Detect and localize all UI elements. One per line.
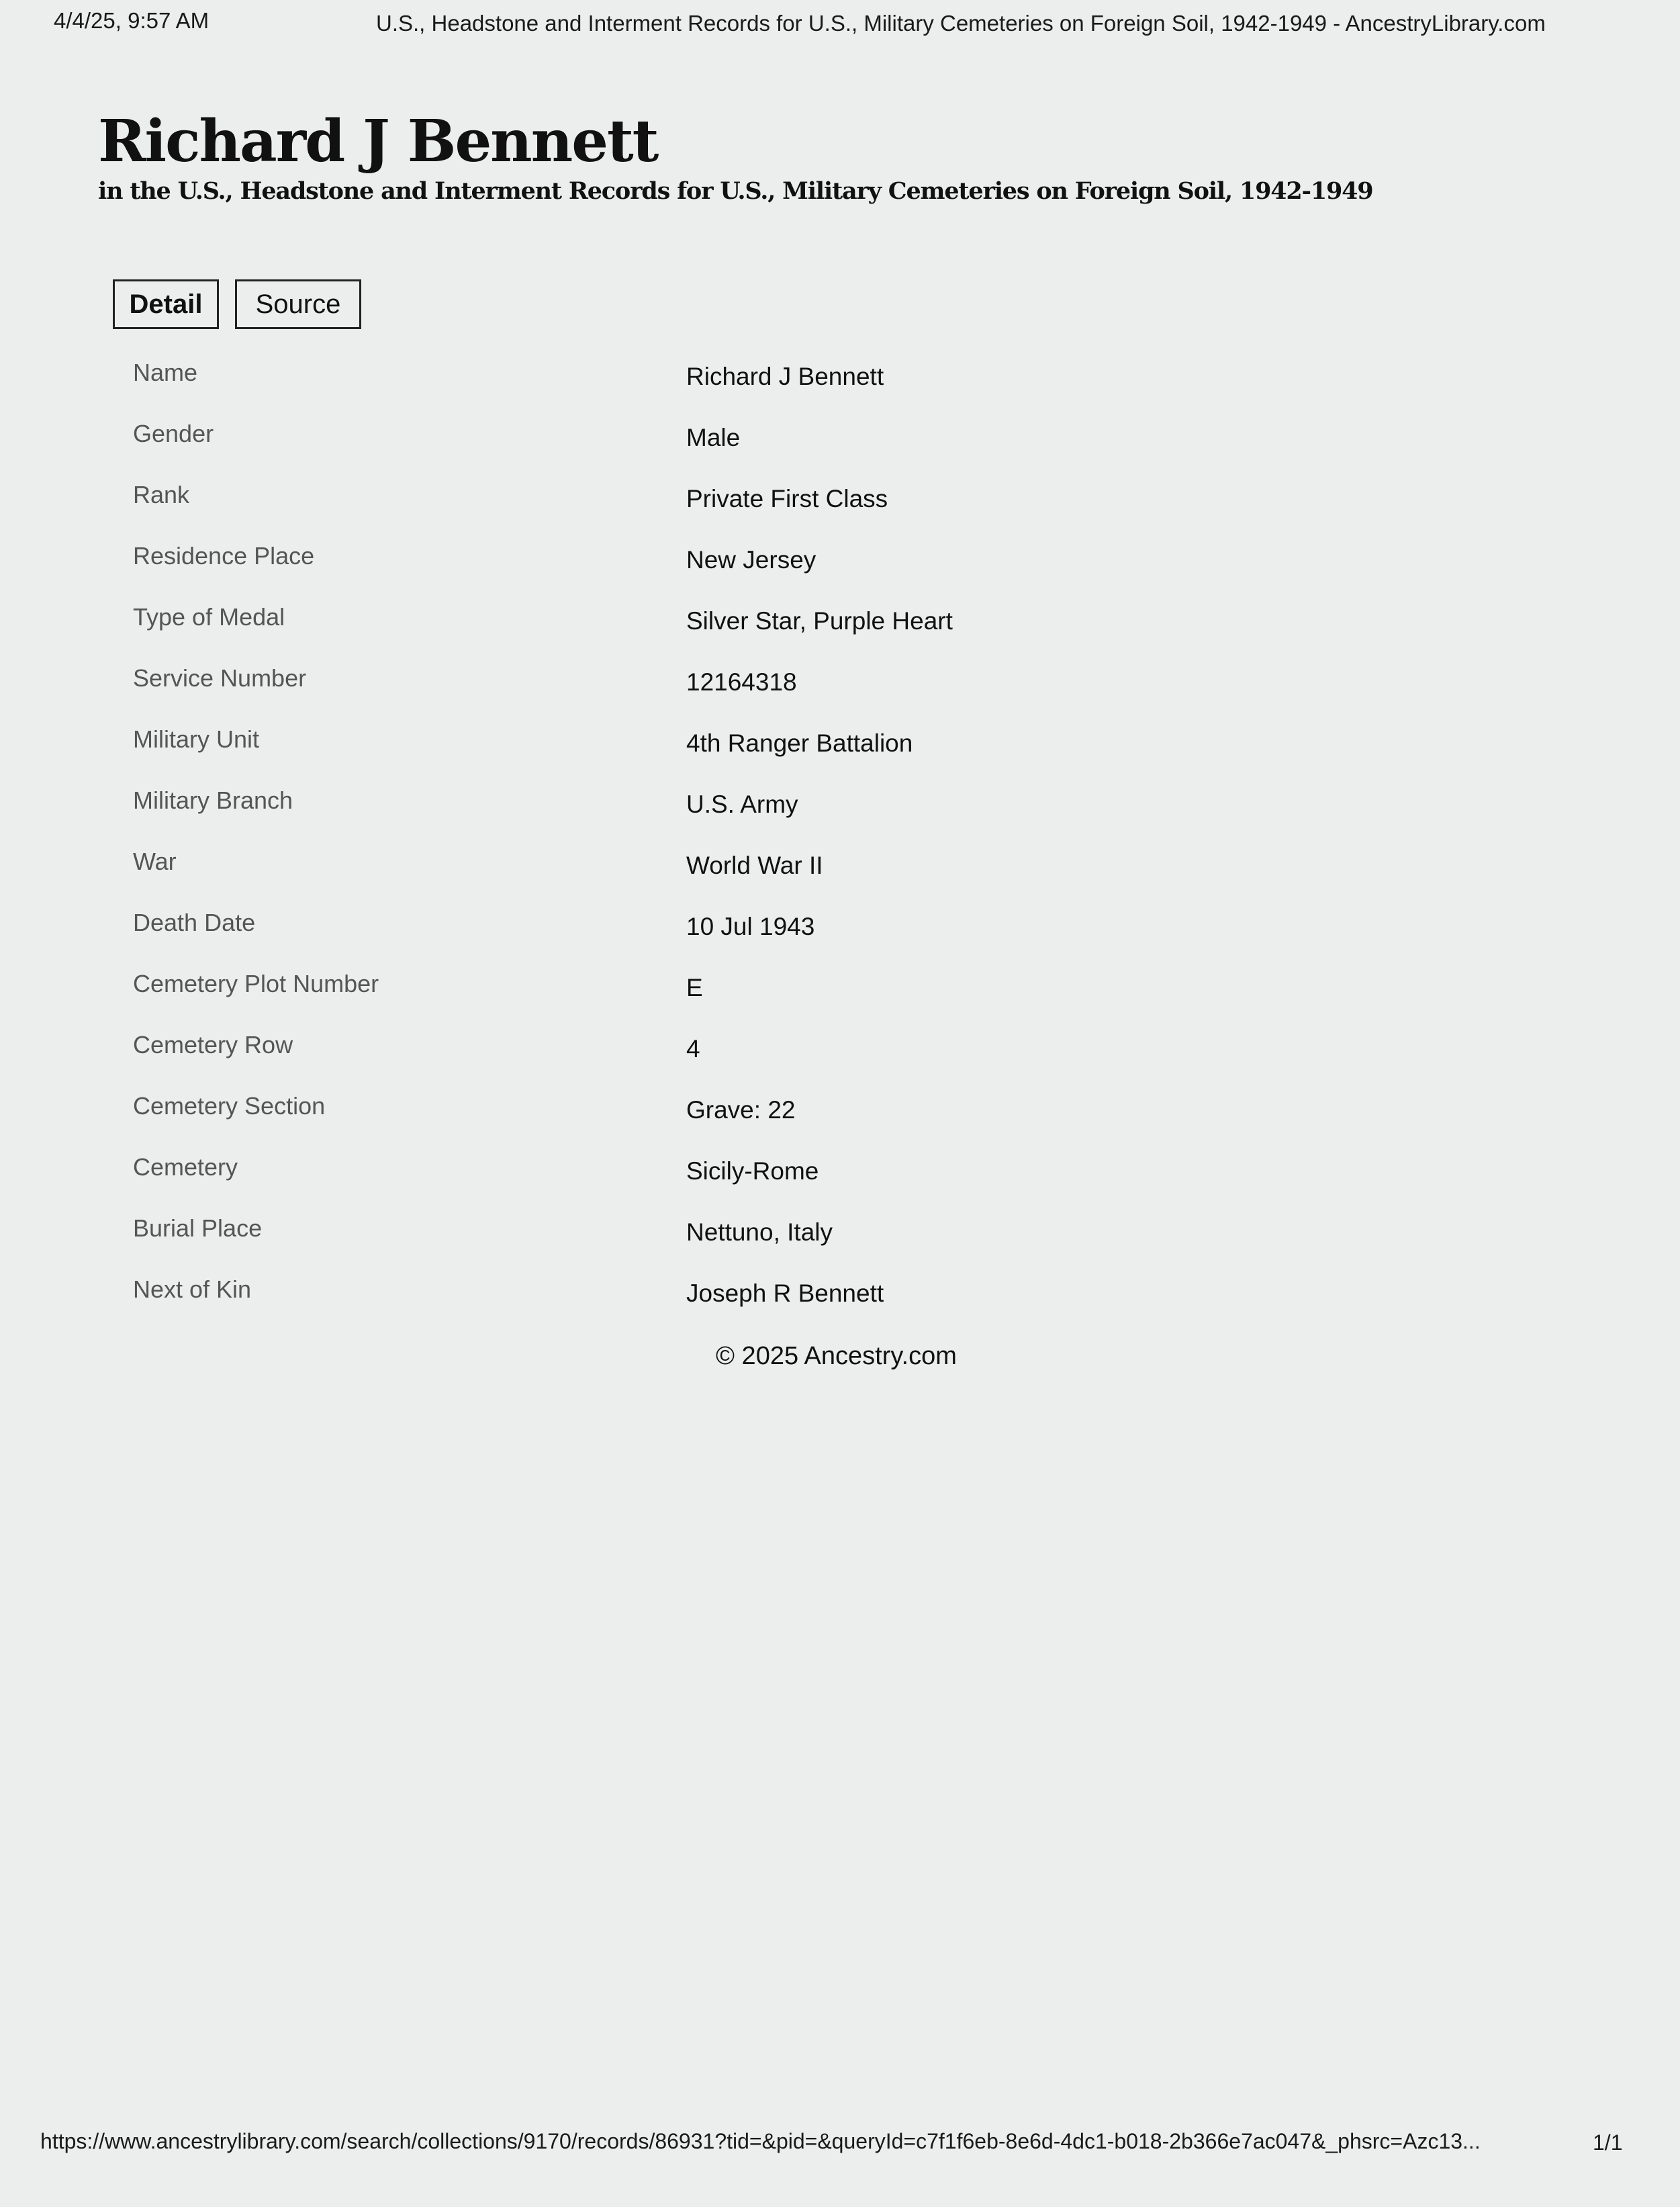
field-row-burial-place xyxy=(128,1212,1068,1273)
field-label: Burial Place xyxy=(133,1214,263,1242)
field-value: Sicily-Rome xyxy=(686,1157,819,1185)
field-value: Nettuno, Italy xyxy=(686,1218,833,1246)
field-label: Gender xyxy=(133,420,214,447)
print-footer-url: https://www.ancestrylibrary.com/search/collections/9170/records/86931?tid=&pid=&queryId=c7f1f6eb-8e6d-4dc1-b018-2b366e7ac047&_phsrc=Azc13... xyxy=(40,2129,1481,2153)
field-row-cemetery xyxy=(128,1151,1068,1212)
field-label: Residence Place xyxy=(133,542,315,570)
print-page-number: 1/1 xyxy=(1593,2130,1623,2155)
field-row-type-of-medal xyxy=(128,600,1068,662)
field-label: Cemetery Plot Number xyxy=(133,970,379,997)
field-value: 4 xyxy=(686,1035,700,1063)
field-label: Death Date xyxy=(133,909,256,936)
field-label: Service Number xyxy=(133,664,307,692)
field-value: Richard J Bennett xyxy=(686,363,884,390)
field-value: 12164318 xyxy=(686,668,797,696)
field-row-war xyxy=(128,845,1068,906)
field-value: 10 Jul 1943 xyxy=(686,913,815,940)
field-label: Next of Kin xyxy=(133,1275,252,1303)
print-datetime: 4/4/25, 9:57 AM xyxy=(54,8,209,33)
field-label: Cemetery Row xyxy=(133,1031,293,1059)
field-row-name xyxy=(128,356,1068,417)
field-label: Cemetery Section xyxy=(133,1092,326,1120)
field-value: World War II xyxy=(686,852,823,879)
field-value: Private First Class xyxy=(686,485,888,512)
field-value: E xyxy=(686,974,703,1001)
field-value: Grave: 22 xyxy=(686,1096,796,1124)
record-tabs xyxy=(113,279,361,329)
tab-detail[interactable]: Detail xyxy=(113,279,219,329)
field-value: 4th Ranger Battalion xyxy=(686,729,913,757)
field-label: Cemetery xyxy=(133,1153,238,1181)
record-title: Richard J Bennett xyxy=(98,107,658,175)
field-row-death-date xyxy=(128,906,1068,967)
field-value: New Jersey xyxy=(686,546,816,574)
tab-source[interactable]: Source xyxy=(235,279,361,329)
field-row-cemetery-plot-number xyxy=(128,967,1068,1028)
field-label: War xyxy=(133,848,177,875)
field-label: Military Unit xyxy=(133,725,260,753)
field-row-cemetery-row xyxy=(128,1028,1068,1089)
field-label: Name xyxy=(133,359,198,386)
field-row-residence-place xyxy=(128,539,1068,600)
field-value: Male xyxy=(686,424,741,451)
field-row-service-number xyxy=(128,662,1068,723)
print-page-title: U.S., Headstone and Interment Records for U.S., Military Cemeteries on Foreign Soil, 1942-1949 - AncestryLibrary.com xyxy=(376,11,1546,36)
field-row-military-unit xyxy=(128,723,1068,784)
field-value: Joseph R Bennett xyxy=(686,1279,884,1307)
field-label: Type of Medal xyxy=(133,603,285,631)
field-row-rank xyxy=(128,478,1068,539)
field-value: U.S. Army xyxy=(686,791,798,818)
field-row-cemetery-section xyxy=(128,1089,1068,1151)
record-subtitle: in the U.S., Headstone and Interment Records for U.S., Military Cemeteries on Foreign Soil, 1942-1949 xyxy=(98,177,1373,205)
field-value: Silver Star, Purple Heart xyxy=(686,607,953,635)
record-fields xyxy=(128,356,1068,1334)
field-row-next-of-kin xyxy=(128,1273,1068,1334)
field-row-gender xyxy=(128,417,1068,478)
copyright-notice: © 2025 Ancestry.com xyxy=(716,1342,957,1370)
field-row-military-branch xyxy=(128,784,1068,845)
field-label: Military Branch xyxy=(133,786,293,814)
field-label: Rank xyxy=(133,481,190,508)
